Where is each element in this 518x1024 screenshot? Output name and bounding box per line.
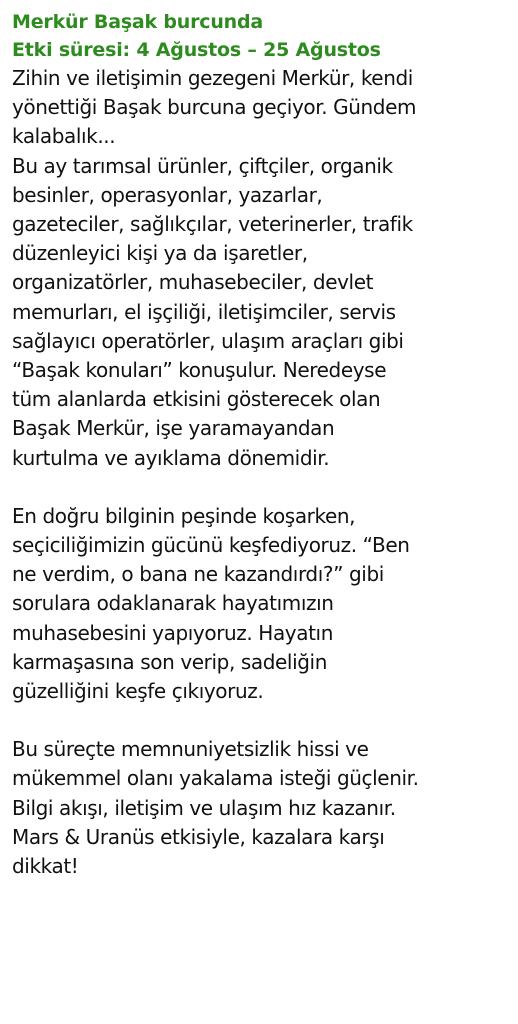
text-line: “Başak konuları” konuşulur. Neredeyse [12,358,387,383]
text-line: düzenleyici kişi ya da işaretler, [12,241,308,266]
article-title: Merkür Başak burcunda [12,11,264,33]
text-line: mükemmel olanı yakalama isteği güçlenir. [12,766,419,791]
text-line: karmaşasına son verip, sadeliğin [12,649,327,674]
text-line: seçiciliğimizin gücünü keşfediyoruz. “Ben [12,533,410,558]
text-line: yönettiği Başak burcuna geçiyor. Gündem [12,95,417,120]
transit-duration: Etki süresi: 4 Ağustos – 25 Ağustos [12,39,381,61]
text-line: muhasebesini yapıyoruz. Hayatın [12,620,333,645]
text-line: memurları, el işçiliği, iletişimciler, servis [12,299,396,324]
text-line: En doğru bilginin peşinde koşarken, [12,503,356,528]
text-line: kurtulma ve ayıklama dönemidir. [12,445,330,470]
text-line: ne verdim, o bana ne kazandırdı?” gibi [12,562,384,587]
text-line: Mars & Uranüs etkisiyle, kazalara karşı [12,824,385,849]
text-line: tüm alanlarda etkisini gösterecek olan [12,387,381,412]
text-line: Başak Merkür, işe yaramayandan [12,416,335,441]
paragraph-spacer [12,706,510,735]
text-line: Bilgi akışı, iletişim ve ulaşım hız kazanır. [12,795,396,820]
text-line: Bu ay tarımsal ürünler, çiftçiler, organik [12,153,393,178]
text-line: sorulara odaklanarak hayatımızın [12,591,334,616]
text-line: Zihin ve iletişimin gezegeni Merkür, kendi [12,66,413,90]
paragraph-3 [12,735,510,881]
text-line: Bu süreçte memnuniyetsizlik hissi ve [12,737,369,762]
paragraph-spacer [12,473,510,502]
paragraph-2 [12,502,510,706]
text-line: organizatörler, muhasebeciler, devlet [12,270,374,295]
text-line: dikkat! [12,854,79,879]
text-line: sağlayıcı operatörler, ulaşım araçları gibi [12,328,404,353]
text-line: gazeteciler, sağlıkçılar, veterinerler, trafik [12,212,413,237]
text-line: kalabalık... [12,124,116,149]
paragraph-1 [12,64,510,473]
text-line: güzelliğini keşfe çıkıyoruz. [12,679,264,704]
text-line: besinler, operasyonlar, yazarlar, [12,182,323,207]
